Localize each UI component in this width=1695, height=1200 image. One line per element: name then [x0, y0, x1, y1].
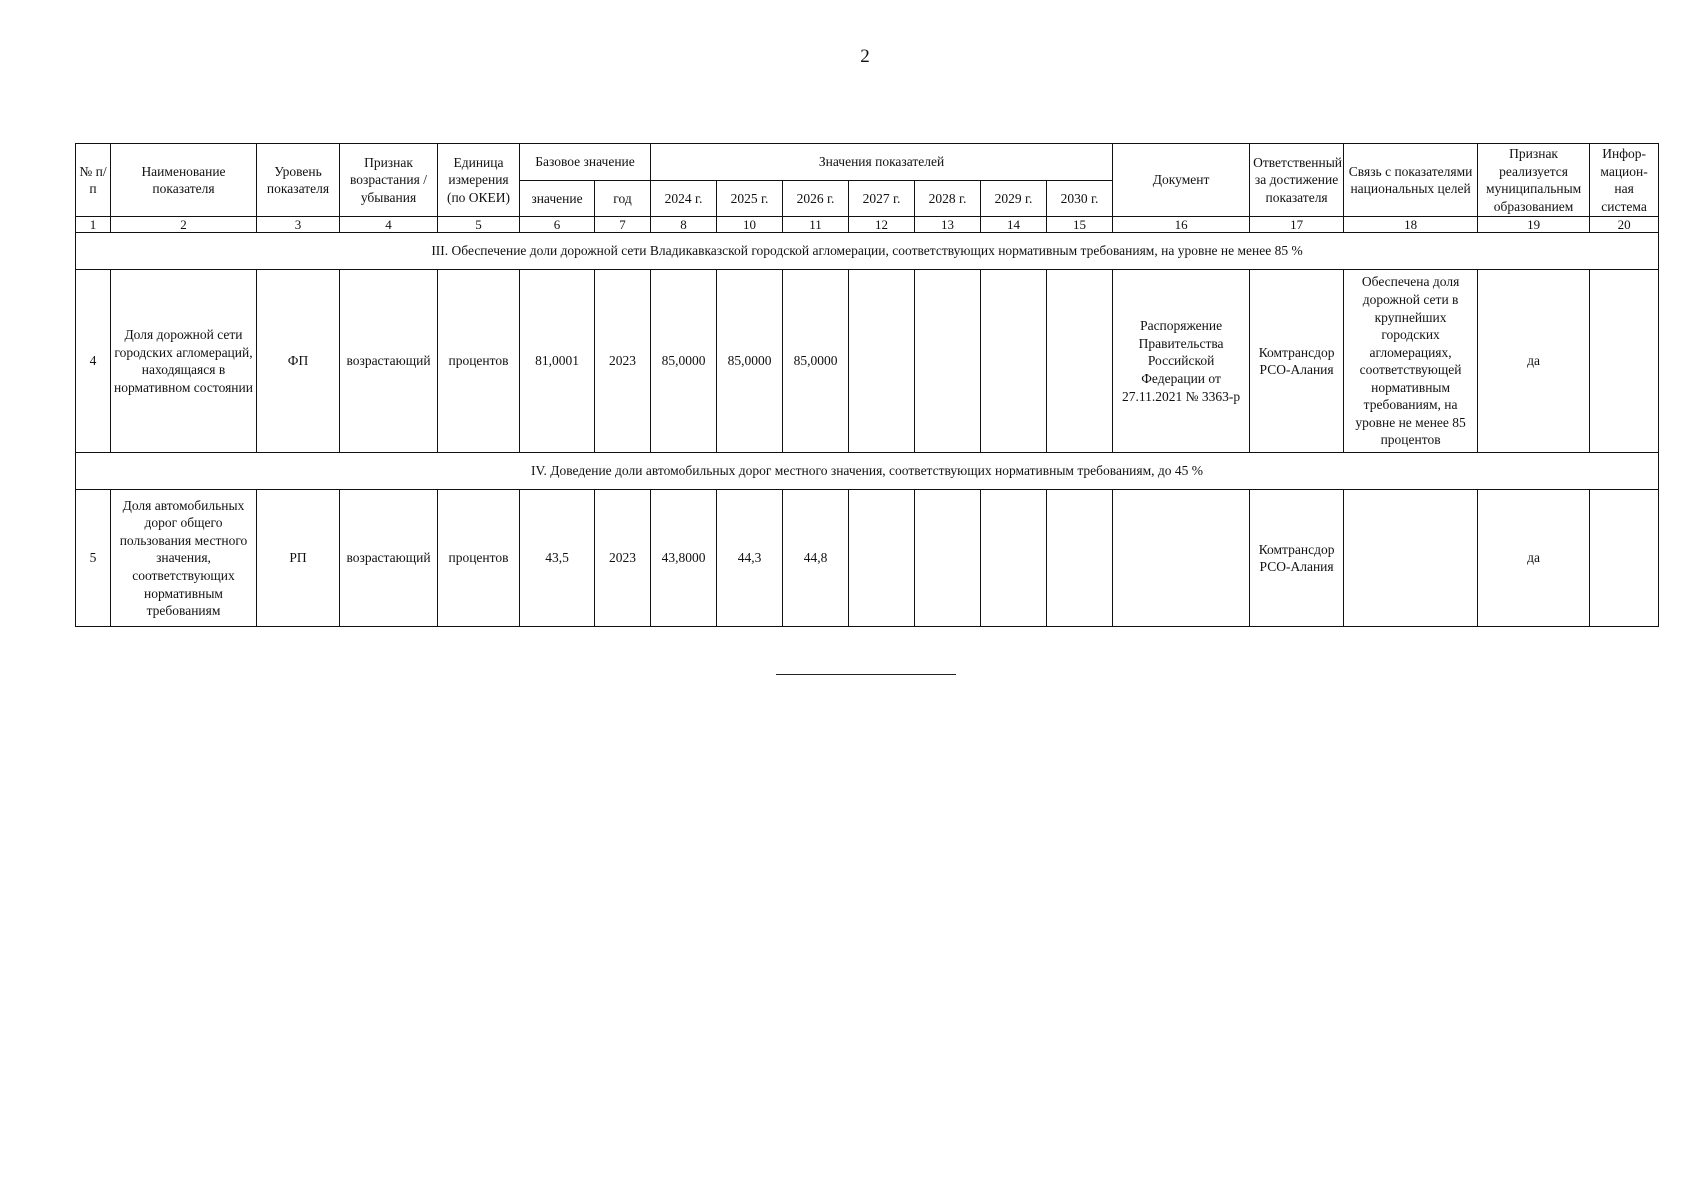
column-number: 12: [849, 217, 915, 233]
municipal-flag: да: [1478, 270, 1590, 453]
row-num: 5: [76, 490, 111, 627]
header-year: 2026 г.: [783, 180, 849, 217]
section-title: III. Обеспечение доли дорожной сети Владикавказской городской агломерации, соответствующих нормативным требованиям, на уровне не менее 85 %: [76, 233, 1659, 270]
header-name: Наименование показателя: [111, 144, 257, 217]
year-value: [981, 270, 1047, 453]
header-unit: Единица измерения (по ОКЕИ): [438, 144, 520, 217]
header-base: Базовое значение: [520, 144, 651, 181]
column-number: 10: [717, 217, 783, 233]
year-value: 44,8: [783, 490, 849, 627]
header-num: № п/п: [76, 144, 111, 217]
info-system: [1590, 270, 1659, 453]
header-link: Связь с показателями национальных целей: [1344, 144, 1478, 217]
responsible-cell: Комтрансдор РСО-Алания: [1250, 490, 1344, 627]
municipal-flag: да: [1478, 490, 1590, 627]
year-value: 44,3: [717, 490, 783, 627]
column-number: 3: [257, 217, 340, 233]
section-title: IV. Доведение доли автомобильных дорог местного значения, соответствующих нормативным требованиям, до 45 %: [76, 453, 1659, 490]
year-value: [915, 270, 981, 453]
document-cell: [1113, 490, 1250, 627]
table-row: [76, 490, 1659, 627]
indicators-table: [75, 143, 1659, 627]
indicator-trend: возрастающий: [340, 270, 438, 453]
header-base-value: значение: [520, 180, 595, 217]
header-year: 2029 г.: [981, 180, 1047, 217]
year-value: 85,0000: [717, 270, 783, 453]
header-document: Документ: [1113, 144, 1250, 217]
header-info: Инфор- мацион- ная система: [1590, 144, 1659, 217]
base-value: 81,0001: [520, 270, 595, 453]
column-number: 16: [1113, 217, 1250, 233]
column-number: 7: [595, 217, 651, 233]
header-year: 2025 г.: [717, 180, 783, 217]
header-year: 2030 г.: [1047, 180, 1113, 217]
national-goal-link: Обеспечена доля дорожной сети в крупнейших городских агломерациях, соответствующей нормативным требованиям, на уровне не менее 85 процентов: [1344, 270, 1478, 453]
base-year: 2023: [595, 490, 651, 627]
base-value: 43,5: [520, 490, 595, 627]
column-number: 4: [340, 217, 438, 233]
indicator-name: Доля дорожной сети городских агломераций, находящаяся в нормативном состоянии: [111, 270, 257, 453]
year-value: [1047, 490, 1113, 627]
closing-rule: [776, 674, 956, 675]
indicator-unit: процентов: [438, 490, 520, 627]
column-number: 6: [520, 217, 595, 233]
year-value: 43,8000: [651, 490, 717, 627]
header-responsible: Ответственный за достижение показателя: [1250, 144, 1344, 217]
column-number: 14: [981, 217, 1047, 233]
section-header-row: [76, 453, 1659, 490]
indicator-level: РП: [257, 490, 340, 627]
indicator-trend: возрастающий: [340, 490, 438, 627]
column-number: 13: [915, 217, 981, 233]
base-year: 2023: [595, 270, 651, 453]
year-value: [915, 490, 981, 627]
header-year: 2027 г.: [849, 180, 915, 217]
section-header-row: [76, 233, 1659, 270]
header-row-1: [76, 144, 1659, 181]
column-number: 17: [1250, 217, 1344, 233]
column-number: 2: [111, 217, 257, 233]
responsible-cell: Комтрансдор РСО-Алания: [1250, 270, 1344, 453]
header-base-year: год: [595, 180, 651, 217]
column-number: 19: [1478, 217, 1590, 233]
row-num: 4: [76, 270, 111, 453]
table-row: [76, 270, 1659, 453]
column-number: 1: [76, 217, 111, 233]
year-value: [981, 490, 1047, 627]
document-cell: Распоряжение Правительства Российской Федерации от 27.11.2021 № 3363-р: [1113, 270, 1250, 453]
column-number: 15: [1047, 217, 1113, 233]
year-value: [1047, 270, 1113, 453]
indicator-unit: процентов: [438, 270, 520, 453]
header-trend: Признак возрастания / убывания: [340, 144, 438, 217]
indicator-level: ФП: [257, 270, 340, 453]
year-value: [849, 270, 915, 453]
header-values: Значения показателей: [651, 144, 1113, 181]
column-number: 18: [1344, 217, 1478, 233]
header-municipal: Признак реализуется муниципальным образованием: [1478, 144, 1590, 217]
national-goal-link: [1344, 490, 1478, 627]
column-number: 11: [783, 217, 849, 233]
page-number: 2: [860, 46, 870, 67]
column-numbers-row: [76, 217, 1659, 233]
year-value: [849, 490, 915, 627]
year-value: 85,0000: [783, 270, 849, 453]
year-value: 85,0000: [651, 270, 717, 453]
indicator-name: Доля автомобильных дорог общего пользования местного значения, соответствующих нормативным требованиям: [111, 490, 257, 627]
column-number: 5: [438, 217, 520, 233]
header-year: 2024 г.: [651, 180, 717, 217]
info-system: [1590, 490, 1659, 627]
header-year: 2028 г.: [915, 180, 981, 217]
column-number: 20: [1590, 217, 1659, 233]
column-number: 8: [651, 217, 717, 233]
header-level: Уровень показателя: [257, 144, 340, 217]
